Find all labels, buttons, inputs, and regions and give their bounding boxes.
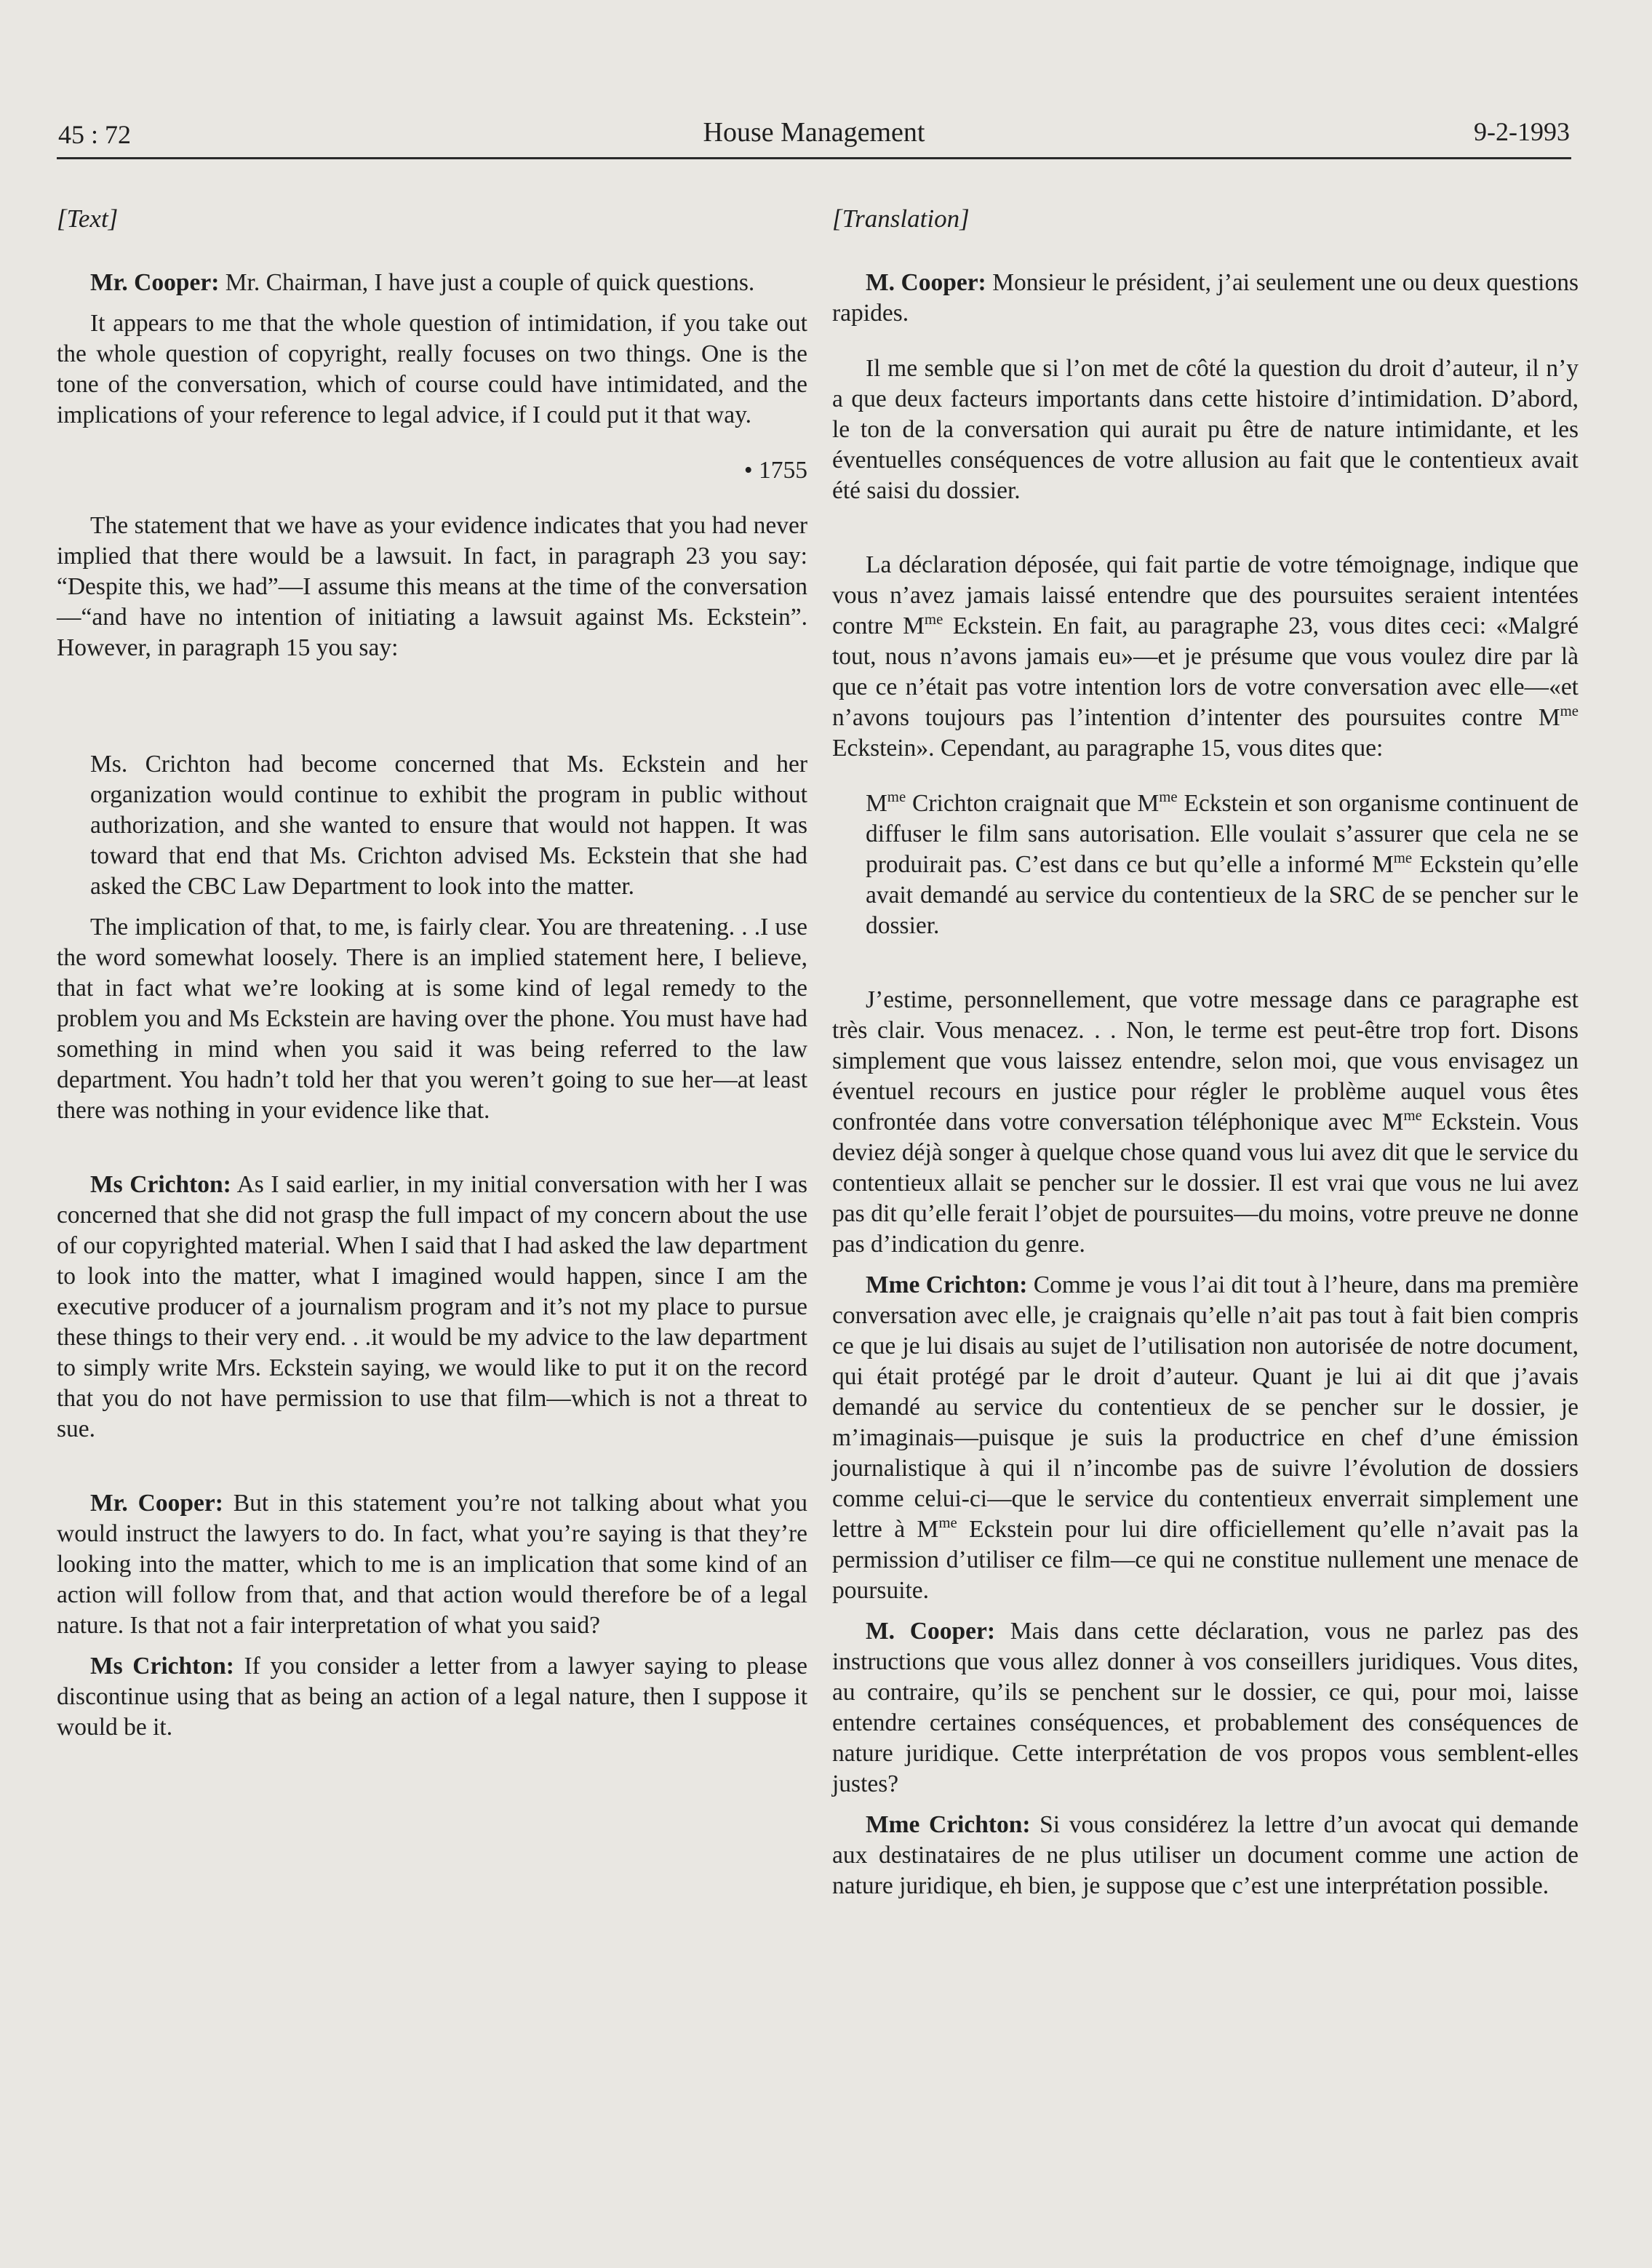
language-tag: [Text] [57,204,119,233]
paragraph [832,268,1579,329]
quoted-passage: Ms. Crichton had become concerned that Ms. Eckstein and her organization would continue to exhibit the program in public without authorization, and she wanted to ensure that would not happen. It was toward that end that Ms. Crichton advised Ms. Eckstein that she had asked the CBC Law Department to look into the matter. [90,751,807,900]
speaker-name: Ms Crichton: [90,1171,231,1198]
paragraph [832,1810,1579,1901]
french-column [832,204,1579,1901]
language-tag: [Translation] [832,204,970,233]
paragraph [832,1616,1579,1800]
sitting-date: 9-2-1993 [1474,117,1570,146]
paragraph: Il me semble que si l’on met de côté la question du droit d’auteur, il n’y a que deux facteurs importants dans cette histoire d’intimidation. D’abord, le ton de la conversation qui aurait pu être de nature intimidante, et les éventuelles conséquences de votre allusion au fait que le contentieux avait été saisi du dossier. [832,355,1579,504]
speech-text: If you consider a letter from a lawyer saying to please discontinue using that as being an action of a legal nature, then I suppose it would be it. [57,1653,807,1741]
speaker-name: Ms Crichton: [90,1653,234,1680]
english-column [57,204,807,1743]
speaker-name: Mme Crichton: [866,1271,1028,1298]
paragraph: Mme Crichton: Comme je vous l’ai dit tout à l’heure, dans ma première conversation avec elle, je craignais qu’elle n’ait pas tout à fait bien compris ce que je lui disais au sujet de l’utilisation non autorisée de notre document, qui était protégé par le droit d’auteur. Quant je lui ai dit que j’avais demandé au service du contentieux de se pencher sur le dossier, je m’imaginais—puisque je suis la productrice en chef d’une émission journalistique à qui il n’incombe pas de suivre l’évolution de dossiers comme celui-ci—que le service du contentieux enverrait simplement une lettre à $M^{me}$ Eckstein pour lui dire officiellement qu’elle n’avait pas la permission d’utiliser ce film—ce qui ne constitue nullement une menace de poursuite. [832,1271,1579,1604]
speech-text: Mr. Chairman, I have just a couple of quick questions. [219,269,755,296]
speech-text: But in this statement you’re not talking about what you would instruct the lawyers to do. In fact, what you’re saying is that they’re looking into the matter, which to me is an implication that some kind of an action will follow from that, and that action would therefore be of a legal nature. Is that not a fair interpretation of what you said? [57,1490,807,1639]
paragraph [57,268,807,298]
paragraph [57,1170,807,1445]
speech-text: As I said earlier, in my initial conversation with her I was concerned that she did not grasp the full impact of my concern about the use of our copyrighted material. When I said that I had asked the law department to look into the matter, what I imagined would happen, since I am the executive producer of a journalism program and it’s not my place to pursue these things to their very end. . .it would be my advice to the law department to simply write Mrs. Eckstein saying, we would like to put it on the record that you do not have permission to use that film—which is not a threat to sue. [57,1171,807,1442]
paragraph: J’estime, personnellement, que votre message dans ce paragraphe est très clair. Vous menacez. . . Non, le terme est peut-être trop fort. Disons simplement que vous laissez entendre, selon moi, que vous envisagez un éventuel recours en justice pour régler le problème auquel vous êtes confrontée dans votre conversation téléphonique avec $M^{me}$ Eckstein. Vous deviez déjà songer à quelque chose quand vous lui avez dit que le service du contentieux allait se pencher sur le dossier. Il est vrai que vous ne lui avez pas dit qu’elle ferait l’objet de poursuites—du moins, votre preuve ne donne pas d’indication du genre. [832,986,1579,1258]
speaker-name: Mr. Cooper: [90,1490,223,1517]
speech-text: Mais dans cette déclaration, vous ne parlez pas des instructions que vous allez donner à vos conseillers juridiques. Vous dites, au contraire, qu’ils se penchent sur le dossier, ce qui, pour moi, laisse entendre certaines conséquences, et probablement des conséquences de nature juridique. Cette interprétation de vos propos vous semblent-elles justes? [832,1618,1579,1797]
time-marker: • 1755 [743,457,807,484]
paragraph [57,1488,807,1641]
speech-text: Monsieur le président, j’ai seulement une ou deux questions rapides. [832,269,1579,327]
quoted-passage: $M^{me}$ Crichton craignait que $M^{me}$ Eckstein et son organisme continuent de diffuser le film sans autorisation. Elle voulait s’assurer que cela ne se produirait pas. C’est dans ce but qu’elle a informé $M^{me}$ Eckstein qu’elle avait demandé au service du contentieux de la SRC de se pencher sur le dossier. [866,788,1579,939]
speaker-name: M. Cooper: [866,269,986,296]
speaker-name: Mme Crichton: [866,1811,1031,1838]
paragraph [57,1651,807,1743]
speech-text: Si vous considérez la lettre d’un avocat qui demande aux destinataires de ne plus utiliser un document comme une action de nature juridique, eh bien, je suppose que c’est une interprétation possible. [832,1811,1579,1899]
paragraph: La déclaration déposée, qui fait partie de votre témoignage, indique que vous n’avez jamais laissé entendre que des poursuites seraient intentées contre $M^{me}$ Eckstein. En fait, au paragraphe 23, vous dites ceci: «Malgré tout, nous n’avons jamais eu»—et je présume que vous voulez dire par là que ce n’était pas votre intention lors de votre conversation avec elle—«et n’avons toujours pas l’intention d’intenter des poursuites contre $M^{me}$ Eckstein». Cependant, au paragraphe 15, vous dites que: [832,551,1579,762]
paragraph: The statement that we have as your evidence indicates that you had never implied that there would be a lawsuit. In fact, in paragraph 23 you say: “Despite this, we had”—I assume this means at the time of the conversation—“and have no intention of initiating a lawsuit against Ms. Eckstein”. However, in paragraph 15 you say: [57,512,807,661]
page-header [57,116,1571,159]
committee-title: House Management [703,117,925,148]
page-number: 45 : 72 [58,120,132,149]
paragraph: The implication of that, to me, is fairly clear. You are threatening. . .I use the word somewhat loosely. There is an implied statement here, I believe, that in fact what we’re looking at is some kind of legal remedy to the problem you and Ms Eckstein are having over the phone. You must have had something in mind when you said it was being referred to the law department. You hadn’t told her that you weren’t going to sue her—at least there was nothing in your evidence like that. [57,914,807,1124]
paragraph: It appears to me that the whole question of intimidation, if you take out the whole question of copyright, really focuses on two things. One is the tone of the conversation, which of course could have intimidated, and the implications of your reference to legal advice, if I could put it that way. [57,310,807,428]
speaker-name: M. Cooper: [866,1618,996,1645]
speaker-name: Mr. Cooper: [90,269,220,296]
